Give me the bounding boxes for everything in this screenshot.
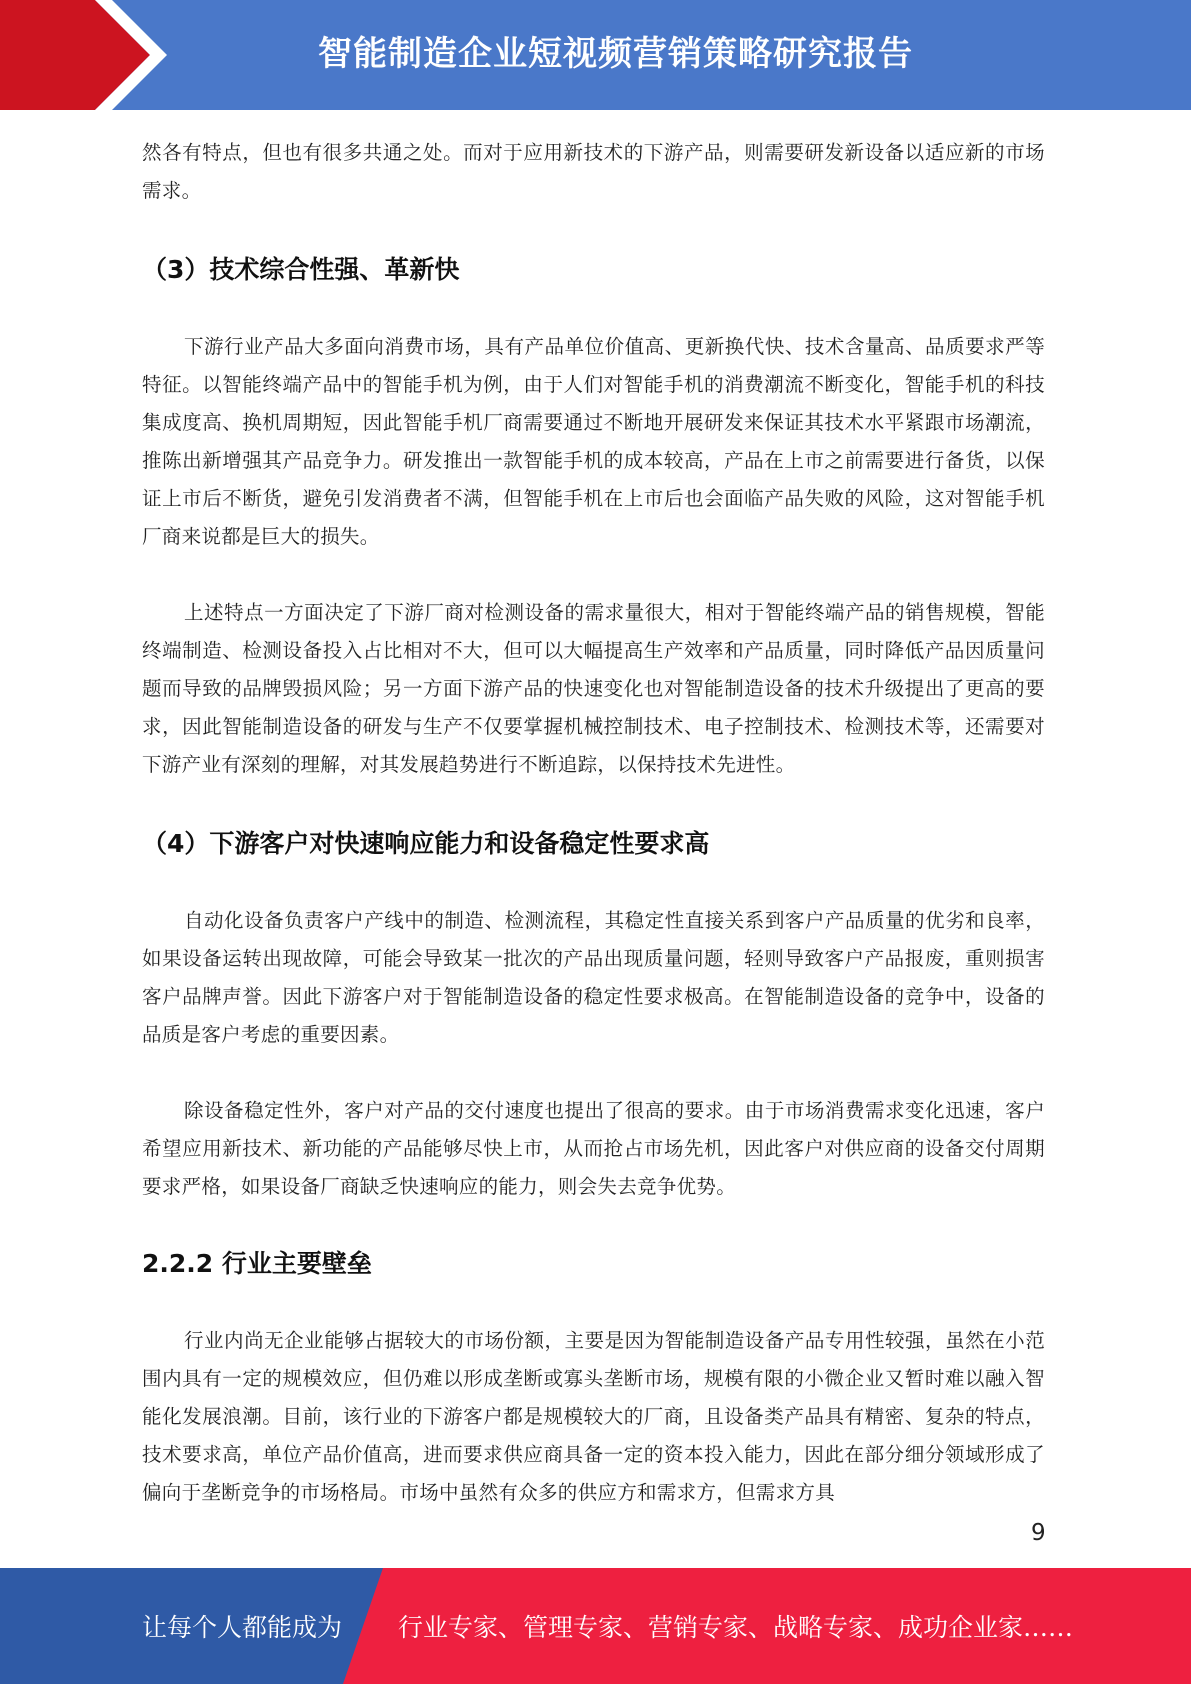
footer-slogan-right: 行业专家、管理专家、营销专家、战略专家、成功企业家…… — [398, 1613, 1074, 1642]
paragraph-3a: 下游行业产品大多面向消费市场，具有产品单位价值高、更新换代快、技术含量高、品质要求严等特征。以智能终端产品中的智能手机为例，由于人们对智能手机的消费潮流不断变化，智能手机的科技集成度高、换机周期短，因此智能手机厂商需要通过不断地开展研发来保证其技术水平紧跟市场潮流，推陈出新增强其产品竞争力。研发推出一款智能手机的成本较高，产品在上市之前需要进行备货，以保证上市后不断货，避免引发消费者不满，但智能手机在上市后也会面临产品失败的风险，这对智能手机厂商来说都是巨大的损失。 — [142, 335, 1045, 548]
page-footer — [0, 1568, 1191, 1684]
section-heading-4: （4）下游客户对快速响应能力和设备稳定性要求高 — [142, 829, 710, 858]
paragraph-4b: 除设备稳定性外，客户对产品的交付速度也提出了很高的要求。由于市场消费需求变化迅速，客户希望应用新技术、新功能的产品能够尽快上市，从而抢占市场先机，因此客户对供应商的设备交付周期要求严格，如果设备厂商缺乏快速响应的能力，则会失去竞争优势。 — [142, 1099, 1045, 1198]
paragraph-4a: 自动化设备负责客户产线中的制造、检测流程，其稳定性直接关系到客户产品质量的优劣和良率，如果设备运转出现故障，可能会导致某一批次的产品出现质量问题，轻则导致客户产品报废，重则损害客户品牌声誉。因此下游客户对于智能制造设备的稳定性要求极高。在智能制造设备的竞争中，设备的品质是客户考虑的重要因素。 — [142, 909, 1045, 1046]
paragraph-2-2-2: 行业内尚无企业能够占据较大的市场份额，主要是因为智能制造设备产品专用性较强，虽然在小范围内具有一定的规模效应，但仍难以形成垄断或寡头垄断市场，规模有限的小微企业又暂时难以融入智能化发展浪潮。目前，该行业的下游客户都是规模较大的厂商，且设备类产品具有精密、复杂的特点，技术要求高，单位产品价值高，进而要求供应商具备一定的资本投入能力，因此在部分细分领域形成了偏向于垄断竞争的市场格局。市场中虽然有众多的供应方和需求方，但需求方具 — [142, 1329, 1045, 1504]
report-title: 智能制造企业短视频营销策略研究报告 — [318, 34, 913, 74]
page-content — [142, 134, 1045, 1512]
page-header — [0, 0, 1191, 110]
paragraph-intro: 然各有特点，但也有很多共通之处。而对于应用新技术的下游产品，则需要研发新设备以适应新的市场需求。 — [142, 141, 1045, 202]
section-heading-2-2-2: 2.2.2 行业主要壁垒 — [142, 1249, 372, 1278]
footer-slogan-left: 让每个人都能成为 — [142, 1613, 343, 1642]
section-heading-3: （3）技术综合性强、革新快 — [142, 255, 460, 284]
paragraph-3b: 上述特点一方面决定了下游厂商对检测设备的需求量很大，相对于智能终端产品的销售规模，智能终端制造、检测设备投入占比相对不大，但可以大幅提高生产效率和产品质量，同时降低产品因质量问题而导致的品牌毁损风险；另一方面下游产品的快速变化也对智能制造设备的技术升级提出了更高的要求，因此智能制造设备的研发与生产不仅要掌握机械控制技术、电子控制技术、检测技术等，还需要对下游产业有深刻的理解，对其发展趋势进行不断追踪，以保持技术先进性。 — [142, 601, 1045, 776]
page-number: 9 — [1031, 1520, 1046, 1546]
